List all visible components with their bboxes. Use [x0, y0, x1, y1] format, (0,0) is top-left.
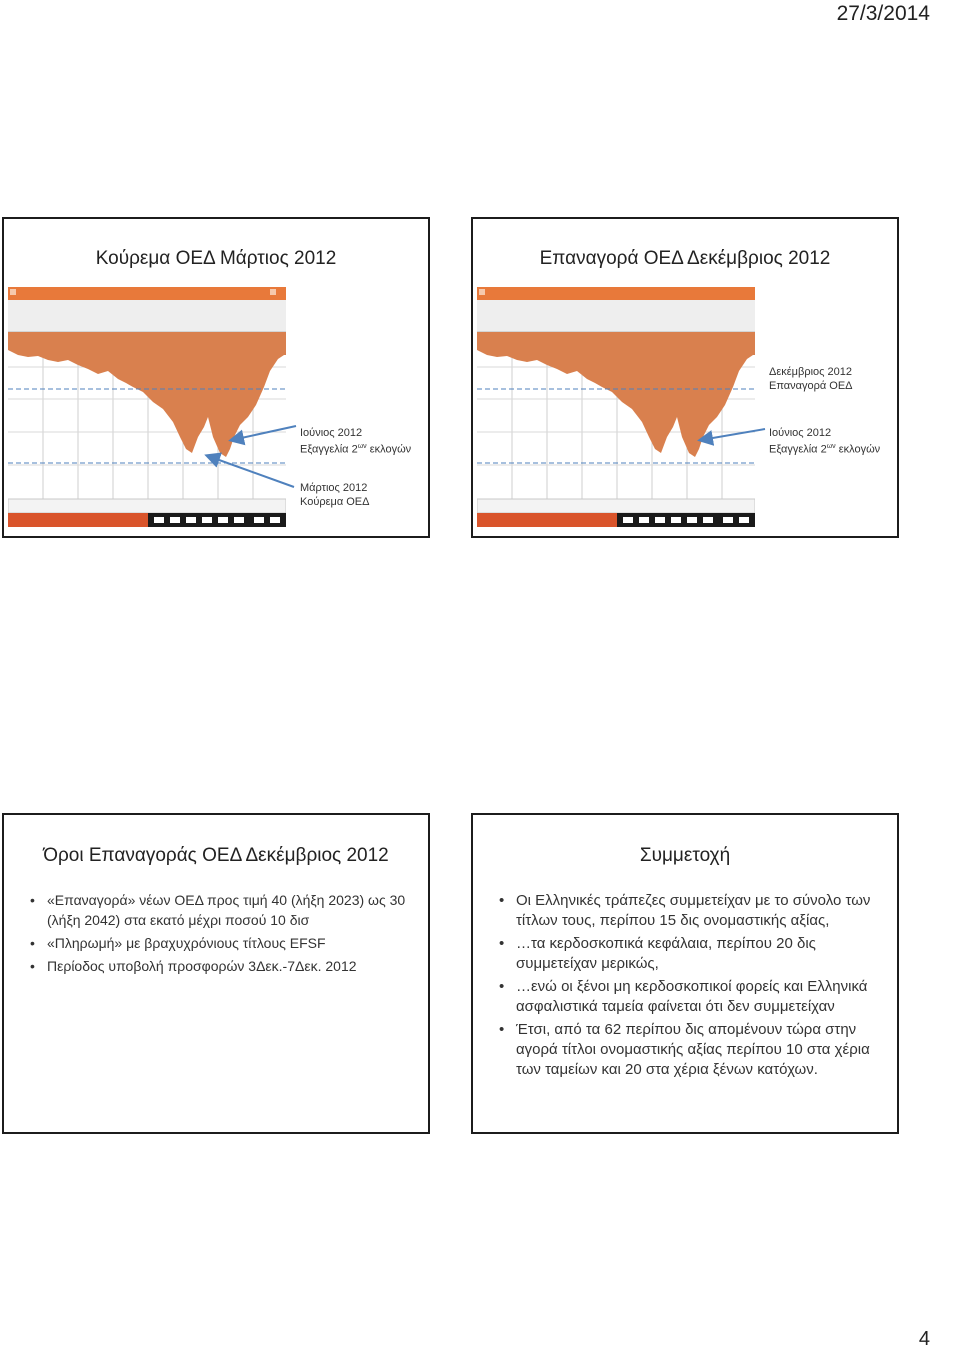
slide-buyback-terms: [2, 813, 430, 1134]
page-date: 27/3/2014: [836, 2, 930, 25]
bullet-item: • …ενώ οι ξένοι μη κερδοσκοπικοί φορείς και Ελληνικά ασφαλιστικά ταμεία φαίνεται ότι δεν συμμετείχαν: [497, 977, 889, 1017]
annotation-march-haircut: Μάρτιος 2012 Κούρεμα ΟΕΔ: [300, 482, 370, 508]
bullet-list: [28, 890, 408, 979]
bullet-item: • «Επαναγορά» νέων ΟΕΔ προς τιμή 40 (λήξη 2023) ως 30 (λήξη 2042) στα εκατό μέχρι ποσού 10 δισ: [28, 890, 408, 930]
bullet-item: • Οι Ελληνικές τράπεζες συμμετείχαν με το σύνολο των τίτλων τους, περίπου 15 δις ονομαστικής αξίας,: [497, 891, 889, 931]
slide-title: Συμμετοχή: [639, 845, 731, 866]
page-number: 4: [918, 1328, 930, 1350]
slide-title: Κούρεμα ΟΕΔ Μάρτιος 2012: [95, 248, 337, 269]
bullet-item: • Έτσι, από τα 62 περίπου δις απομένουν τώρα στην αγορά τίτλοι ονομαστικής αξίας περίπου 10 στα χέρια των ταμείων και 20 στα χέρια ξένων κατόχων.: [497, 1020, 889, 1080]
bullet-list: [497, 891, 889, 1083]
slide-participation: [471, 813, 899, 1134]
slide-title: Επαναγορά ΟΕΔ Δεκέμβριος 2012: [539, 248, 831, 269]
slide-haircut: [2, 217, 430, 538]
annotation-december-buyback: Δεκέμβριος 2012 Επαναγορά ΟΕΔ: [769, 366, 853, 392]
bullet-item: • …τα κερδοσκοπικά κεφάλαια, περίπου 20 δις συμμετείχαν μερικώς,: [497, 934, 889, 974]
bullet-item: • Περίοδος υποβολή προσφορών 3Δεκ.-7Δεκ. 2012: [28, 956, 408, 976]
slide-buyback: [471, 217, 899, 538]
slide-title: Όροι Επαναγοράς ΟΕΔ Δεκέμβριος 2012: [43, 845, 389, 866]
annotation-june-elections: Ιούνιος 2012 Εξαγγελία $2^{\omega\nu}$ εκλογών: [300, 427, 412, 456]
annotation-june-elections: Ιούνιος 2012 Εξαγγελία $2^{\omega\nu}$ εκλογών: [769, 427, 881, 456]
bullet-item: • «Πληρωμή» με βραχυχρόνιους τίτλους EFSF: [28, 933, 408, 953]
